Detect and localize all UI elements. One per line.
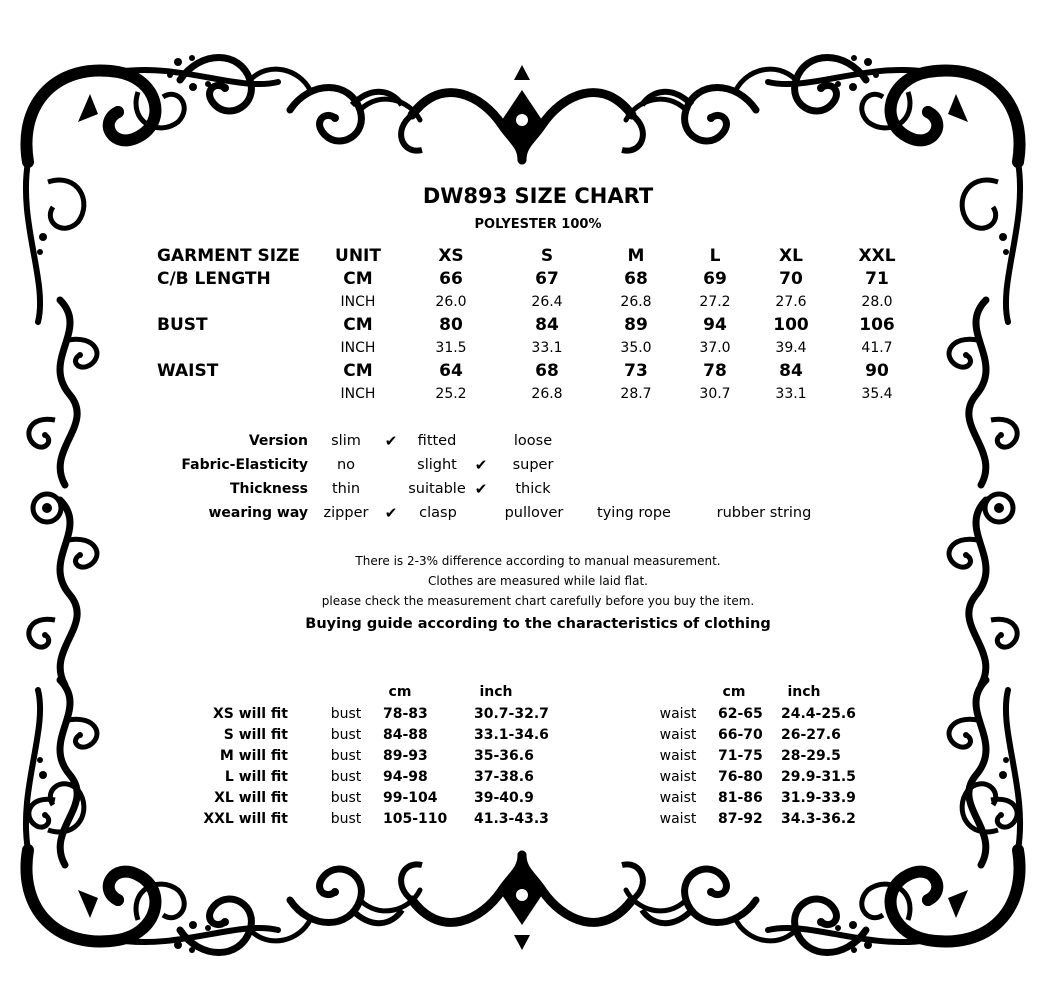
attribute-label: Version (248, 433, 308, 449)
guide-bust-label: bust (330, 706, 362, 722)
checkmark-icon: ✔ (474, 456, 488, 474)
unit-inch: INCH (340, 386, 376, 402)
attribute-option: pullover (504, 505, 564, 521)
guide-waist-cm: 76-80 (718, 769, 763, 785)
cm-value: 106 (859, 315, 895, 335)
material-label: POLYESTER 100% (474, 217, 602, 232)
guide-bust-inch: 30.7-32.7 (474, 706, 549, 722)
guide-bust-label: bust (330, 769, 362, 785)
guide-bust-inch: 41.3-43.3 (474, 811, 549, 827)
attribute-option: suitable (408, 481, 466, 497)
inch-value: 26.4 (531, 294, 563, 310)
attribute-option: fitted (417, 433, 457, 449)
inch-value: 41.7 (861, 340, 893, 356)
header-size-s: S (540, 246, 554, 266)
note-line-3: please check the measurement chart carefully before you buy the item. (321, 594, 755, 608)
guide-fit-label: M will fit (219, 748, 288, 764)
inch-value: 25.2 (435, 386, 467, 402)
cm-value: 94 (703, 315, 727, 335)
inch-value: 39.4 (775, 340, 807, 356)
attribute-label: Thickness (229, 481, 308, 497)
row-label: C/B LENGTH (157, 269, 271, 289)
checkmark-icon: ✔ (384, 432, 398, 450)
cm-value: 84 (535, 315, 559, 335)
header-size-xl: XL (779, 246, 803, 266)
buying-guide-title: Buying guide according to the characteristics of clothing (305, 616, 771, 632)
unit-cm: CM (343, 361, 373, 381)
guide-inch-header: inch (479, 684, 513, 700)
guide-bust-cm: 99-104 (383, 790, 438, 806)
note-line-2: Clothes are measured while laid flat. (428, 574, 648, 588)
attribute-option: no (336, 457, 356, 473)
guide-bust-cm: 89-93 (383, 748, 428, 764)
header-size-xxl: XXL (858, 246, 896, 266)
header-size-m: M (627, 246, 645, 266)
header-unit: UNIT (335, 246, 381, 266)
cm-value: 80 (439, 315, 463, 335)
cm-value: 84 (779, 361, 803, 381)
cm-value: 67 (535, 269, 559, 289)
guide-fit-label: XS will fit (212, 706, 288, 722)
inch-value: 28.7 (620, 386, 652, 402)
cm-value: 69 (703, 269, 727, 289)
attribute-option: clasp (419, 505, 457, 521)
inch-value: 26.8 (531, 386, 563, 402)
guide-waist-cm: 66-70 (718, 727, 763, 743)
guide-bust-inch: 37-38.6 (474, 769, 534, 785)
attribute-option: thick (515, 481, 551, 497)
guide-waist-label: waist (659, 727, 697, 743)
guide-waist-label: waist (659, 748, 697, 764)
cm-value: 70 (779, 269, 803, 289)
attribute-option: slim (331, 433, 361, 449)
guide-bust-cm: 84-88 (383, 727, 428, 743)
cm-value: 89 (624, 315, 648, 335)
inch-value: 33.1 (775, 386, 807, 402)
guide-waist-cm: 87-92 (718, 811, 763, 827)
guide-waist-inch: 26-27.6 (781, 727, 841, 743)
unit-inch: INCH (340, 340, 376, 356)
guide-waist-inch-header: inch (787, 684, 821, 700)
cm-value: 66 (439, 269, 463, 289)
checkmark-icon: ✔ (474, 480, 488, 498)
guide-waist-inch: 24.4-25.6 (781, 706, 856, 722)
guide-waist-cm: 71-75 (718, 748, 763, 764)
attribute-label: wearing way (208, 505, 308, 521)
inch-value: 27.2 (699, 294, 731, 310)
inch-value: 27.6 (775, 294, 807, 310)
inch-value: 33.1 (531, 340, 563, 356)
attribute-option: thin (331, 481, 361, 497)
guide-fit-label: S will fit (223, 727, 288, 743)
attribute-option: zipper (323, 505, 369, 521)
checkmark-icon: ✔ (384, 504, 398, 522)
inch-value: 26.0 (435, 294, 467, 310)
guide-bust-cm: 78-83 (383, 706, 428, 722)
header-size-l: L (709, 246, 721, 266)
guide-bust-label: bust (330, 811, 362, 827)
guide-bust-label: bust (330, 727, 362, 743)
attribute-label: Fabric-Elasticity (181, 457, 308, 473)
guide-waist-inch: 28-29.5 (781, 748, 841, 764)
inch-value: 31.5 (435, 340, 467, 356)
cm-value: 71 (865, 269, 889, 289)
row-label: WAIST (157, 361, 219, 381)
attribute-option: slight (417, 457, 457, 473)
guide-waist-inch: 34.3-36.2 (781, 811, 856, 827)
guide-bust-inch: 39-40.9 (474, 790, 534, 806)
guide-waist-label: waist (659, 706, 697, 722)
guide-waist-label: waist (659, 790, 697, 806)
attribute-option: super (512, 457, 554, 473)
guide-fit-label: L will fit (224, 769, 288, 785)
inch-value: 26.8 (620, 294, 652, 310)
guide-waist-label: waist (659, 811, 697, 827)
inch-value: 30.7 (699, 386, 731, 402)
inch-value: 28.0 (861, 294, 893, 310)
inch-value: 37.0 (699, 340, 731, 356)
unit-inch: INCH (340, 294, 376, 310)
guide-bust-label: bust (330, 748, 362, 764)
guide-fit-label: XXL will fit (203, 811, 288, 827)
attribute-option: loose (513, 433, 553, 449)
guide-bust-label: bust (330, 790, 362, 806)
guide-fit-label: XL will fit (214, 790, 288, 806)
guide-bust-cm: 94-98 (383, 769, 428, 785)
cm-value: 100 (773, 315, 809, 335)
guide-waist-label: waist (659, 769, 697, 785)
cm-value: 90 (865, 361, 889, 381)
cm-value: 68 (535, 361, 559, 381)
guide-waist-inch: 29.9-31.5 (781, 769, 856, 785)
attribute-option: tying rope (597, 505, 671, 521)
inch-value: 35.0 (620, 340, 652, 356)
guide-cm-header: cm (388, 684, 412, 700)
cm-value: 68 (624, 269, 648, 289)
guide-bust-cm: 105-110 (383, 811, 448, 827)
guide-bust-inch: 33.1-34.6 (474, 727, 549, 743)
header-garment-size: GARMENT SIZE (157, 246, 300, 266)
unit-cm: CM (343, 269, 373, 289)
inch-value: 35.4 (861, 386, 893, 402)
note-line-1: There is 2-3% difference according to manual measurement. (355, 554, 721, 568)
guide-waist-inch: 31.9-33.9 (781, 790, 856, 806)
cm-value: 78 (703, 361, 727, 381)
cm-value: 64 (439, 361, 463, 381)
guide-waist-cm: 62-65 (718, 706, 763, 722)
cm-value: 73 (624, 361, 648, 381)
guide-waist-cm-header: cm (722, 684, 746, 700)
guide-waist-cm: 81-86 (718, 790, 763, 806)
attribute-option: rubber string (716, 505, 812, 521)
page-title: DW893 SIZE CHART (422, 184, 654, 208)
row-label: BUST (157, 315, 208, 335)
guide-bust-inch: 35-36.6 (474, 748, 534, 764)
unit-cm: CM (343, 315, 373, 335)
header-size-xs: XS (438, 246, 464, 266)
